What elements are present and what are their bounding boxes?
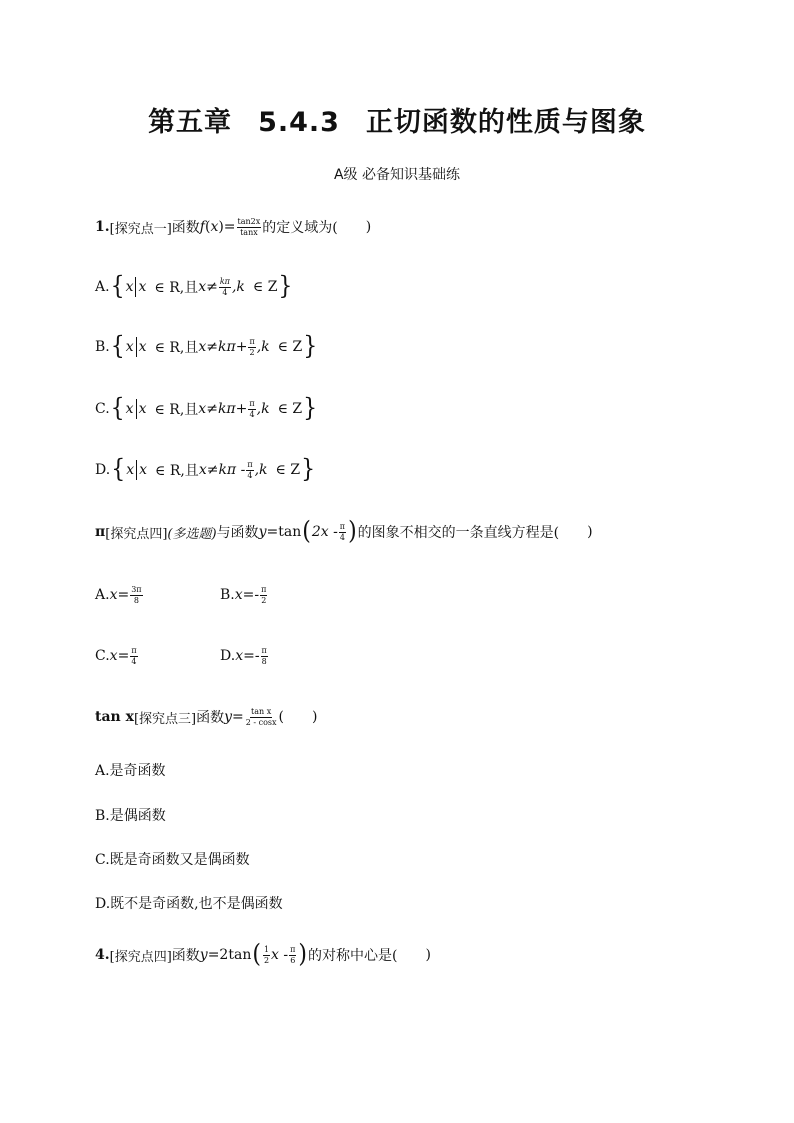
stem-text: 与函数 [216, 525, 259, 541]
frac-num: π [247, 459, 253, 469]
fraction [263, 946, 270, 965]
question-1-option-d[interactable]: D. { x x ∈ R,且 x ≠ kπ - $\frac{\pi}{4}$ ,k ∈ Z } [95, 455, 316, 484]
frac-num: π [261, 584, 267, 594]
fraction [246, 461, 253, 480]
set-text: ,k [256, 401, 270, 417]
question-4-stem: 4. [探究点四] 函数 y =2tan ( $\frac{1}{2}$ x - $\frac{\pi}{6}$ ) 的对称中心是( ) [95, 940, 431, 969]
question-kind: (多选题) [167, 526, 217, 542]
set-text: kπ+ [218, 339, 248, 355]
question-3-option-d[interactable]: D.既不是奇函数,也不是偶函数 [95, 896, 283, 912]
fraction [261, 647, 268, 666]
neq-sign: ≠ [206, 339, 219, 355]
set-text: ∈ Z [277, 339, 303, 355]
option-label: A. [95, 279, 110, 295]
stem-text: =2tan [207, 947, 252, 963]
stem-text: 2x - [311, 524, 338, 540]
question-3-option-c[interactable]: C.既是奇函数又是偶函数 [95, 852, 250, 868]
option-label: C. [95, 401, 110, 417]
fraction [245, 708, 278, 727]
frac-den: 2 [249, 347, 255, 357]
option-text: x=- [235, 648, 260, 664]
question-2-option-a[interactable] [95, 580, 144, 610]
arg-var: x [210, 219, 219, 235]
question-2-option-c[interactable] [95, 641, 139, 671]
set-text: ∈ Z [277, 401, 303, 417]
set-text: ∈ R,且 [155, 463, 199, 479]
frac-den: 4 [222, 287, 228, 297]
frac-num: 1 [263, 944, 270, 954]
fraction [130, 586, 142, 605]
fraction [130, 647, 137, 666]
option-text: x= [109, 648, 130, 664]
neq-sign: ≠ [206, 279, 218, 295]
close-paren: ) [312, 709, 318, 725]
stem-text: 的对称中心是( [307, 948, 398, 964]
frac-den: 6 [290, 955, 296, 965]
option-label: A. [95, 587, 110, 603]
question-tag: [探究点三] [133, 711, 197, 727]
question-1-stem: 1. [探究点一] 函数 f ( x )= $\frac{\tan 2x}{\tan x}$ 的定义域为( ) [95, 216, 372, 237]
open-paren: ( [278, 709, 285, 725]
question-number: 1. [95, 219, 110, 235]
question-2-stem: π [探究点四] (多选题) 与函数 y =tan ( 2x - $\frac{\pi}{4}$ ) 的图象不相交的一条直线方程是( ) [95, 517, 593, 546]
set-text: ,k [231, 279, 245, 295]
stem-text: 函数 [171, 220, 200, 236]
fraction [260, 586, 267, 605]
question-2-option-b[interactable] [220, 580, 268, 610]
set-text: ∈ R,且 [154, 402, 199, 418]
fraction [219, 278, 231, 297]
question-3-option-b[interactable]: B.是偶函数 [95, 808, 166, 824]
set-text: ∈ Z [252, 279, 278, 295]
set-text: ∈ R,且 [154, 280, 199, 296]
frac-num: tan x [251, 706, 272, 716]
frac-den: 4 [131, 656, 137, 666]
frac-den: tanx [240, 227, 258, 237]
frac-num: π [261, 645, 267, 655]
question-number: tan x [95, 709, 134, 725]
stem-text: 函数 [171, 948, 200, 964]
fraction [339, 523, 346, 542]
option-text: x=- [234, 587, 260, 603]
frac-den: 2 [261, 595, 267, 605]
page-title [0, 100, 794, 139]
set-text: ,k [254, 462, 268, 478]
stem-text: = [232, 709, 244, 725]
set-text: ,k [256, 339, 270, 355]
level-subtitle: A级 必备知识基础练 [333, 167, 461, 183]
stem-text: x - [271, 947, 289, 963]
neq-sign: ≠ [206, 401, 218, 417]
func-var: y [258, 524, 267, 540]
frac-den: 4 [249, 409, 255, 419]
option-label: C. [95, 648, 110, 664]
option-label: D. [95, 462, 111, 478]
frac-num: π [249, 336, 255, 346]
question-3-option-a[interactable]: A.是奇函数 [95, 763, 166, 779]
set-text: kπ+ [217, 401, 248, 417]
frac-num: π [131, 645, 137, 655]
frac-num: 3π [131, 584, 142, 594]
option-label: B. [220, 587, 235, 603]
neq-sign: ≠ [206, 462, 219, 478]
question-2-option-d[interactable] [220, 641, 269, 671]
question-tag: [探究点四] [109, 949, 172, 965]
question-1-option-a[interactable]: A. { x x ∈ R,且 x ≠ $\frac{k\pi}{4}$ ,k ∈ Z } [95, 272, 293, 301]
question-1-option-c[interactable]: C. { x x ∈ R,且 x ≠ kπ+ $\frac{\pi}{4}$ ,k ∈ Z } [95, 394, 318, 423]
stem-text: 的定义域为( [262, 220, 338, 236]
chapter-label: 第五章 [148, 107, 233, 138]
func-var: f [199, 219, 205, 235]
section-name: 正切函数的性质与图象 [365, 107, 646, 138]
frac-den: 4 [339, 532, 345, 542]
set-text: ∈ R,且 [154, 340, 199, 356]
question-number: 4. [95, 947, 110, 963]
question-3-stem [95, 702, 317, 732]
close-paren: ) [587, 524, 593, 540]
close-paren: ) [425, 947, 431, 963]
frac-num: π [249, 398, 255, 408]
option-label: D. [220, 648, 236, 664]
frac-num: π [339, 521, 346, 531]
option-text: x= [109, 587, 130, 603]
set-text: kπ - [218, 462, 246, 478]
question-tag: [探究点一] [109, 221, 172, 237]
frac-den: 8 [133, 595, 139, 605]
fraction [237, 218, 262, 237]
stem-text: 的图象不相交的一条直线方程是( [357, 525, 560, 541]
frac-den: 2 [263, 955, 270, 965]
question-tag: [探究点四] [105, 526, 168, 542]
close-paren: ) [365, 219, 372, 235]
stem-text: =tan [266, 524, 302, 540]
func-var: y [224, 709, 233, 725]
stem-text: 函数 [196, 710, 225, 726]
fraction [289, 946, 296, 965]
func-var: y [199, 947, 208, 963]
question-number: π [95, 524, 106, 540]
frac-num: kπ [219, 276, 230, 286]
fraction [248, 400, 255, 419]
fraction [248, 338, 255, 357]
set-text: ∈ Z [275, 462, 301, 478]
frac-den: 8 [261, 656, 267, 666]
option-label: B. [95, 339, 110, 355]
question-1-option-b[interactable]: B. { x x ∈ R,且 x ≠ kπ+ $\frac{\pi}{2}$ ,k ∈ Z } [95, 332, 318, 361]
frac-num: tan2x [237, 216, 261, 226]
frac-den: 2 - cosx [245, 717, 277, 727]
frac-num: π [290, 944, 296, 954]
section-number: 5.4.3 [258, 107, 340, 138]
frac-den: 4 [247, 470, 253, 480]
